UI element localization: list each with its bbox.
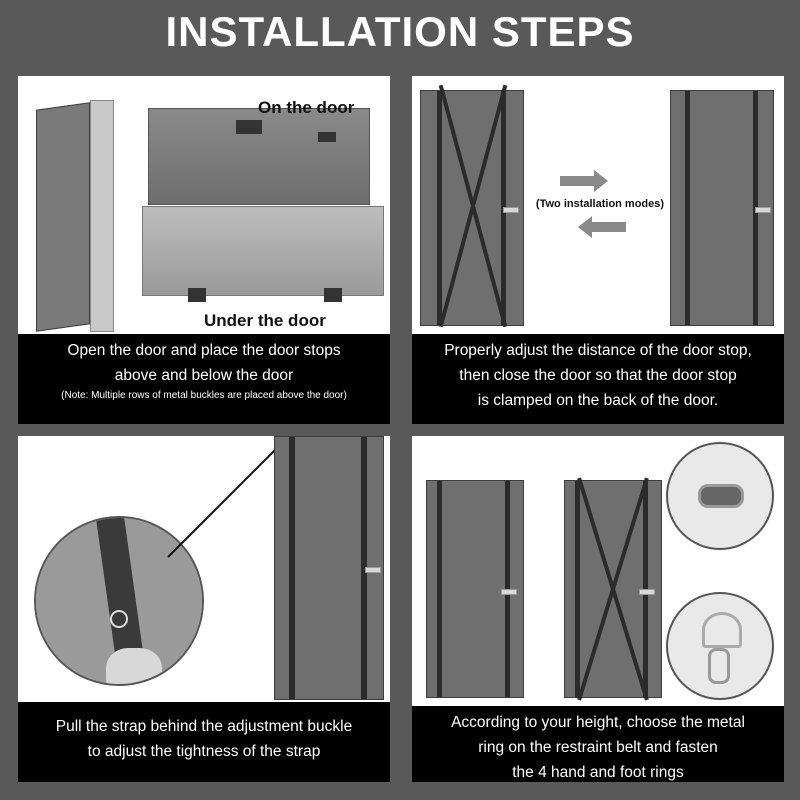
door-stop-top-1 bbox=[236, 120, 262, 134]
strap-left bbox=[685, 91, 690, 325]
door-stop-top-2 bbox=[318, 132, 336, 142]
door-handle bbox=[365, 567, 381, 573]
step-3-panel bbox=[18, 436, 390, 782]
step-1-caption bbox=[18, 334, 390, 424]
step-4-photo bbox=[412, 436, 784, 706]
door-handle bbox=[501, 589, 517, 595]
door-frame bbox=[90, 100, 114, 332]
step-2-panel bbox=[412, 76, 784, 424]
door-stop-bottom-1 bbox=[188, 288, 206, 302]
step-4-caption-line-3: the 4 hand and foot rings bbox=[512, 764, 684, 781]
snap-hook-icon bbox=[708, 648, 730, 684]
step-2-caption bbox=[412, 334, 784, 424]
step-4-caption-line-2: ring on the restraint belt and fasten bbox=[478, 739, 718, 756]
d-ring-icon bbox=[110, 610, 128, 628]
step-1-caption-line-1: Open the door and place the door stops bbox=[67, 342, 341, 359]
door-stop-bottom-2 bbox=[324, 288, 342, 302]
door-handle bbox=[755, 207, 771, 213]
step-4-caption-line-1: According to your height, choose the metal bbox=[451, 714, 745, 731]
step-2-caption-line-1: Properly adjust the distance of the door stop, bbox=[444, 342, 752, 359]
strap-closeup-image bbox=[34, 516, 204, 686]
door-x-straps-image bbox=[420, 90, 524, 326]
clip-closeup-top-image bbox=[666, 442, 774, 550]
door-handle bbox=[503, 207, 519, 213]
door-x-cuffs-image bbox=[564, 480, 662, 698]
under-door-label: Under the door bbox=[204, 311, 326, 330]
strap-left bbox=[289, 437, 295, 699]
strap-left bbox=[437, 91, 442, 325]
door-straight-straps-image bbox=[670, 90, 774, 326]
step-4-caption bbox=[412, 706, 784, 782]
strap-left bbox=[437, 481, 442, 697]
on-door-label: On the door bbox=[258, 98, 355, 117]
step-1-caption-line-2: above and below the door bbox=[114, 367, 294, 384]
arrow-right-head-icon bbox=[594, 170, 608, 192]
step-2-caption-line-2: then close the door so that the door stop bbox=[459, 367, 737, 384]
arrow-left-head-icon bbox=[578, 216, 592, 238]
step-3-caption-line-2: to adjust the tightness of the strap bbox=[87, 743, 321, 760]
arrow-left-icon bbox=[592, 222, 626, 232]
clip-closeup-bottom-image bbox=[666, 592, 774, 700]
step-3-caption-line-1: Pull the strap behind the adjustment buckle bbox=[55, 718, 353, 735]
modes-label: (Two installation modes) bbox=[535, 198, 665, 210]
strap-left bbox=[575, 481, 580, 697]
page-title: INSTALLATION STEPS bbox=[165, 8, 635, 55]
step-1-note: (Note: Multiple rows of metal buckles are placed above the door) bbox=[61, 390, 347, 401]
door-handle bbox=[639, 589, 655, 595]
step-1-panel bbox=[18, 76, 390, 424]
step-3-caption bbox=[18, 702, 390, 782]
step-2-photo bbox=[412, 76, 784, 338]
step-3-photo bbox=[18, 436, 390, 706]
step-4-panel bbox=[412, 436, 784, 782]
d-ring-icon bbox=[702, 612, 742, 648]
arrow-right-icon bbox=[560, 176, 594, 186]
step-1-photo bbox=[18, 76, 390, 338]
pointer-line bbox=[167, 436, 289, 558]
door-straps-image bbox=[274, 436, 384, 700]
step-2-caption-line-3: is clamped on the back of the door. bbox=[477, 392, 719, 409]
door-straight-cuffs-image bbox=[426, 480, 524, 698]
open-door-image bbox=[36, 102, 90, 332]
hand-image bbox=[106, 648, 162, 686]
door-bottom-closeup bbox=[142, 206, 384, 296]
snap-hook-icon bbox=[698, 484, 744, 508]
